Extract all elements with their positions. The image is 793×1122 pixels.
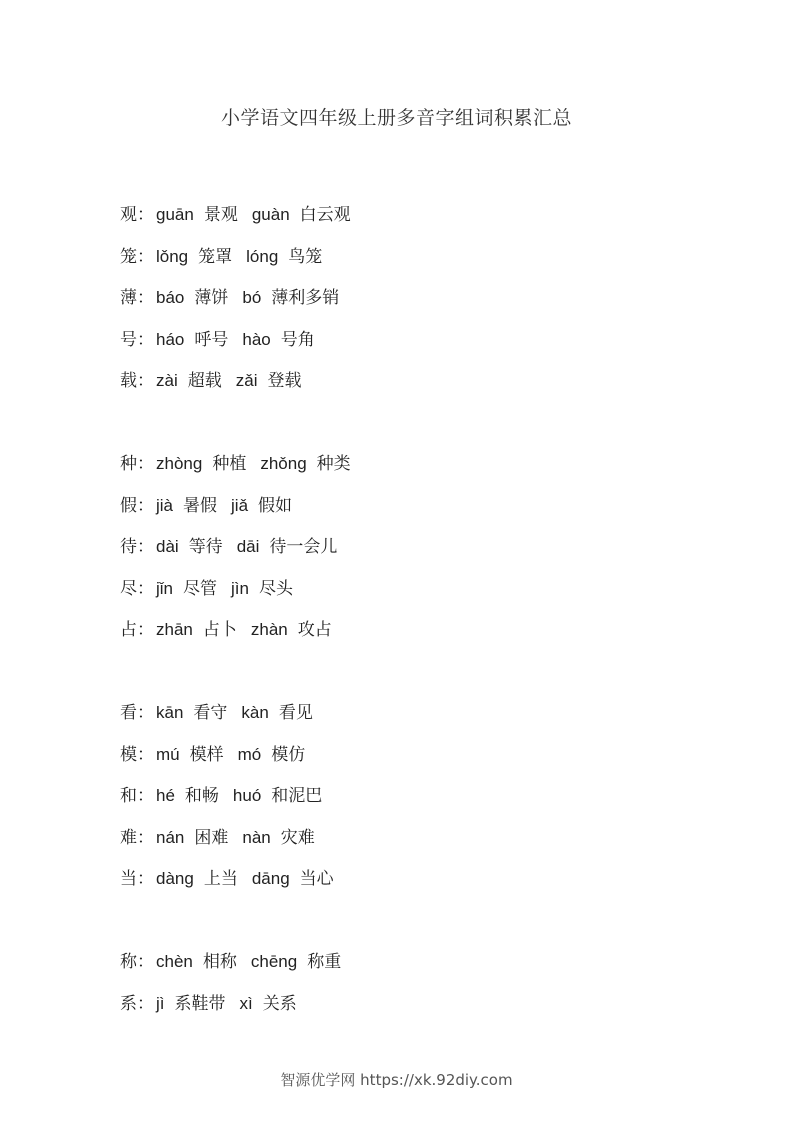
entry-row — [120, 284, 680, 326]
word-2: 和泥巴 — [271, 786, 323, 807]
entry-colon: ： — [137, 827, 154, 848]
entry-character: 假 — [120, 495, 137, 516]
pinyin-1: dàng — [156, 869, 194, 889]
pinyin-1: báo — [156, 288, 185, 308]
pinyin-2: mó — [237, 744, 262, 764]
pinyin-2: bó — [242, 288, 262, 308]
word-2: 白云观 — [299, 205, 351, 225]
entry-row — [120, 367, 680, 409]
entry-colon: ： — [137, 951, 154, 972]
word-1: 上当 — [203, 869, 238, 890]
entry-group — [120, 450, 680, 658]
entry-list — [120, 201, 680, 1072]
entry-colon: ： — [137, 288, 154, 309]
entry-colon: ： — [137, 371, 154, 392]
entry-row — [120, 492, 680, 534]
footer-source: 智源优学网 https://xk.92diy.com — [280, 1071, 513, 1089]
word-2: 攻占 — [297, 620, 332, 641]
entry-row — [120, 865, 680, 907]
entry-row — [120, 326, 680, 368]
pinyin-2: guàn — [251, 205, 290, 224]
entry-colon: ： — [137, 495, 154, 516]
entry-character: 称 — [120, 951, 137, 972]
entry-colon: ： — [137, 869, 154, 890]
entry-row — [120, 575, 680, 617]
entry-group — [120, 699, 680, 907]
entry-character: 笼 — [120, 246, 137, 267]
entry-character: 占 — [120, 620, 137, 641]
entry-character: 尽 — [120, 578, 137, 599]
word-2: 假如 — [258, 495, 293, 516]
pinyin-1: lǒng — [156, 246, 189, 266]
entry-colon: ： — [137, 453, 154, 474]
pinyin-1: zhān — [156, 620, 193, 640]
entry-row — [120, 741, 680, 783]
word-1: 超载 — [187, 371, 222, 392]
word-1: 相称 — [202, 951, 237, 972]
word-2: 薄利多销 — [271, 288, 340, 309]
entry-row — [120, 824, 680, 866]
pinyin-1: chèn — [156, 951, 193, 971]
entry-row — [120, 782, 680, 824]
entry-colon: ： — [137, 744, 154, 765]
pinyin-1: zhòng — [156, 453, 203, 473]
word-1: 笼罩 — [198, 246, 233, 267]
entry-row — [120, 948, 680, 990]
word-1: 尽管 — [183, 578, 218, 599]
pinyin-1: jià — [156, 495, 174, 515]
entry-character: 当 — [120, 869, 137, 890]
word-1: 和畅 — [184, 786, 219, 807]
entry-character: 号 — [120, 329, 137, 350]
page-title: 小学语文四年级上册多音字组词积累汇总 — [220, 107, 572, 129]
pinyin-1: kān — [156, 702, 184, 722]
pinyin-2: huó — [232, 786, 262, 806]
entry-character: 和 — [120, 786, 137, 807]
entry-row — [120, 243, 680, 285]
word-2: 种类 — [316, 453, 351, 474]
entry-colon: ： — [137, 246, 154, 267]
pinyin-1: mú — [156, 744, 180, 764]
entry-row — [120, 533, 680, 575]
word-1: 薄饼 — [194, 288, 229, 309]
entry-colon: ： — [137, 702, 154, 723]
pinyin-2: zhàn — [250, 620, 288, 640]
word-1: 呼号 — [194, 329, 229, 350]
word-1: 困难 — [194, 827, 229, 848]
entry-row — [120, 616, 680, 658]
entry-colon: ： — [137, 537, 154, 558]
pinyin-2: nàn — [242, 827, 271, 847]
word-1: 等待 — [188, 537, 223, 558]
word-2: 看见 — [278, 702, 313, 723]
word-2: 号角 — [280, 329, 315, 350]
pinyin-2: zǎi — [235, 371, 258, 391]
pinyin-1: nán — [156, 827, 185, 847]
pinyin-2: jìn — [231, 578, 249, 598]
entry-character: 待 — [120, 537, 137, 558]
word-2: 鸟笼 — [288, 246, 323, 267]
word-2: 称重 — [307, 951, 342, 972]
pinyin-1: hé — [156, 786, 175, 806]
entry-colon: ： — [137, 786, 154, 807]
entry-character: 载 — [120, 371, 137, 392]
word-2: 关系 — [262, 993, 297, 1014]
word-1: 种植 — [212, 453, 247, 474]
pinyin-2: kàn — [241, 702, 269, 722]
entry-colon: ： — [137, 329, 154, 350]
pinyin-1: jì — [156, 993, 165, 1013]
word-2: 当心 — [299, 869, 334, 890]
entry-character: 薄 — [120, 288, 137, 309]
entry-character: 系 — [120, 993, 137, 1014]
pinyin-1: zài — [156, 371, 178, 391]
pinyin-2: hào — [242, 329, 271, 349]
entry-colon: ： — [137, 620, 154, 641]
pinyin-1: háo — [156, 329, 185, 349]
word-1: 模样 — [189, 744, 224, 765]
word-1: 看守 — [193, 702, 228, 723]
pinyin-1: jǐn — [156, 578, 174, 598]
entry-character: 模 — [120, 744, 137, 765]
pinyin-2: chēng — [250, 951, 298, 971]
word-1: 暑假 — [183, 495, 218, 516]
entry-character: 难 — [120, 827, 137, 848]
entry-row — [120, 990, 680, 1032]
pinyin-2: dāng — [251, 869, 290, 889]
entry-colon: ： — [137, 578, 154, 599]
word-2: 尽头 — [258, 578, 293, 599]
pinyin-2: lóng — [246, 246, 279, 266]
word-2: 灾难 — [280, 827, 315, 848]
entry-character: 看 — [120, 702, 137, 723]
entry-colon: ： — [137, 205, 154, 225]
word-2: 登载 — [267, 371, 302, 392]
pinyin-2: jiǎ — [231, 495, 249, 515]
entry-row — [120, 201, 680, 243]
entry-row — [120, 450, 680, 492]
entry-character: 种 — [120, 453, 137, 474]
pinyin-2: xì — [239, 993, 253, 1013]
word-1: 景观 — [203, 205, 238, 225]
entry-group — [120, 948, 680, 1031]
entry-colon: ： — [137, 993, 154, 1014]
entry-row — [120, 699, 680, 741]
word-2: 模仿 — [271, 744, 306, 765]
pinyin-2: dāi — [236, 537, 260, 557]
word-1: 系鞋带 — [174, 993, 226, 1014]
entry-character: 观 — [120, 205, 137, 225]
pinyin-2: zhǒng — [260, 453, 307, 473]
word-1: 占卜 — [202, 620, 237, 641]
entry-group — [120, 201, 680, 409]
pinyin-1: guān — [156, 205, 194, 224]
pinyin-1: dài — [156, 537, 179, 557]
word-2: 待一会儿 — [269, 537, 338, 558]
